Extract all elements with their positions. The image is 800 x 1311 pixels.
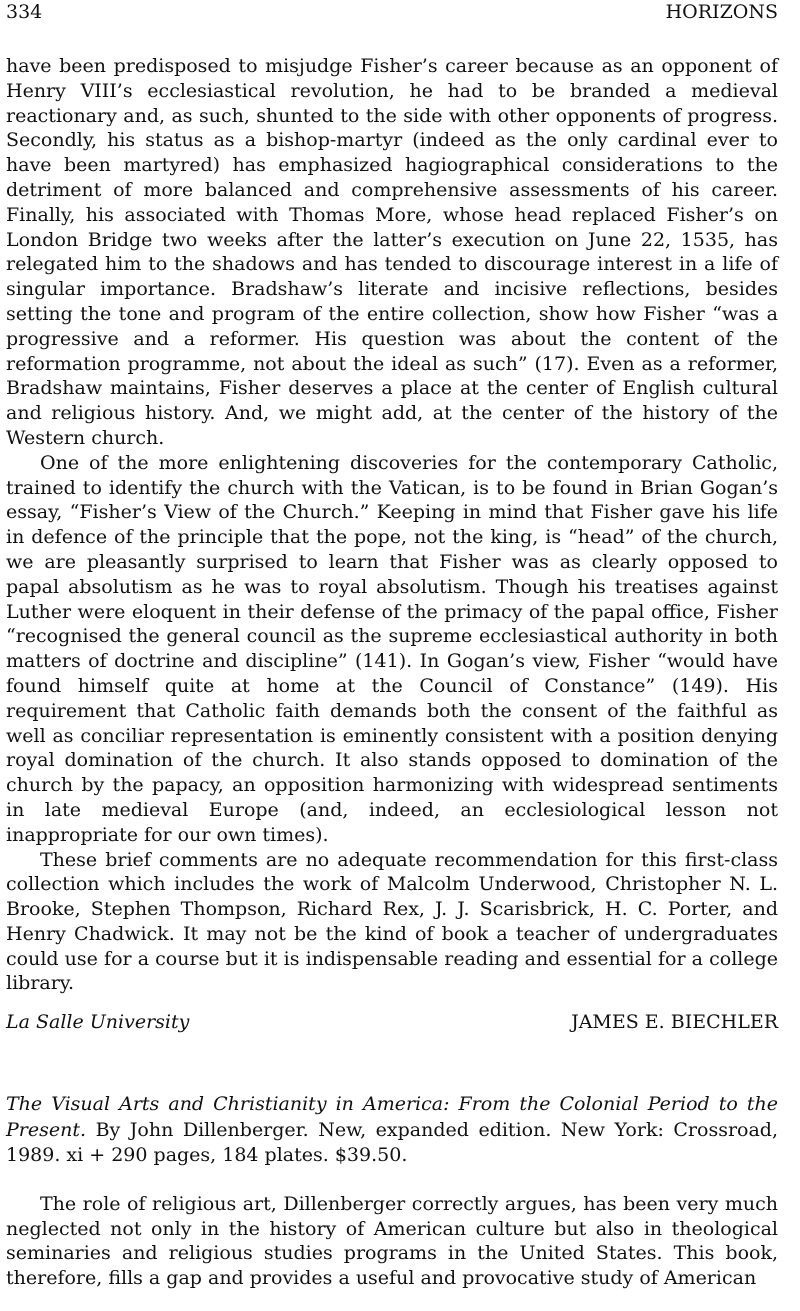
review-signature (6, 1010, 778, 1034)
page-number: 334 (6, 1, 43, 23)
reviewer-affiliation: La Salle University (6, 1011, 190, 1034)
next-review-opening: The role of religious art, Dillenberger correctly argues, has been very much neglected not only in the history of American culture but also in theological seminaries and religious studies programs in the United States. This book, therefore, fills a gap and provides a useful and provocative study of American (6, 1192, 778, 1290)
next-review-heading (6, 1092, 778, 1169)
paragraph-continued: have been predisposed to misjudge Fisher’s career because as an opponent of Henry VIII’s ecclesiastical revolution, he had to be branded a medieval reactionary and, as such, shunted to the side with other opponents of progress. Secondly, his status as a bishop-martyr (indeed as the only cardinal ever to have been martyred) has emphasized hagiographical considerations to the detriment of more balanced and comprehensive assessments of his career. Finally, his associated with Thomas More, whose head replaced Fisher’s on London Bridge two weeks after the latter’s execution on June 22, 1535, has relegated him to the shadows and has tended to discourage interest in a life of singular importance. Bradshaw’s literate and incisive reflections, besides setting the tone and program of the entire collection, show how Fisher “was a progressive and a reformer. His question was about the content of the reformation programme, not about the ideal as such” (17). Even as a reformer, Bradshaw maintains, Fisher deserves a place at the center of English cultural and religious history. And, we might add, at the center of the history of the Western church. (6, 55, 778, 449)
reviewer-name: JAMES E. BIECHLER (571, 1011, 778, 1034)
paragraph-conclusion: These brief comments are no adequate recommendation for this first-class collection which includes the work of Malcolm Underwood, Christopher N. L. Brooke, Stephen Thompson, Richard Rex, J. J. Scarisbrick, H. C. Porter, and Henry Chadwick. It may not be the kind of book a teacher of undergraduates could use for a course but it is indispensable reading and essential for a college library. (6, 848, 778, 995)
article-body (6, 54, 778, 1291)
book-bibliographic-info: By John Dillenberger. New, expanded edition. New York: Crossroad, 1989. xi + 290 pages, 184 plates. $39.50. (6, 1118, 778, 1167)
running-title: HORIZONS (665, 1, 778, 23)
book-title: The Visual Arts and Christianity in America: From the Colonial Period to the Present. (6, 1093, 778, 1141)
running-header (6, 0, 778, 30)
paragraph-gogan: One of the more enlightening discoveries for the contemporary Catholic, trained to identify the church with the Vatican, is to be found in Brian Gogan’s essay, “Fisher’s View of the Church.” Keeping in mind that Fisher gave his life in defence of the principle that the pope, not the king, is “head” of the church, we are pleasantly surprised to learn that Fisher was as clearly opposed to papal absolutism as he was to royal absolutism. Though his treatises against Luther were eloquent in their defense of the primacy of the papal office, Fisher “recognised the general council as the supreme ecclesiastical authority in both matters of doctrine and discipline” (141). In Gogan’s view, Fisher “would have found himself quite at home at the Council of Constance” (149). His requirement that Catholic faith demands both the consent of the faithful as well as conciliar representation is eminently consistent with a position denying royal domination of the church. It also stands opposed to domination of the church by the papacy, an opposition harmonizing with widespread sentiments in late medieval Europe (and, indeed, an ecclesiological lesson not inappropriate for our own times). (6, 451, 778, 846)
